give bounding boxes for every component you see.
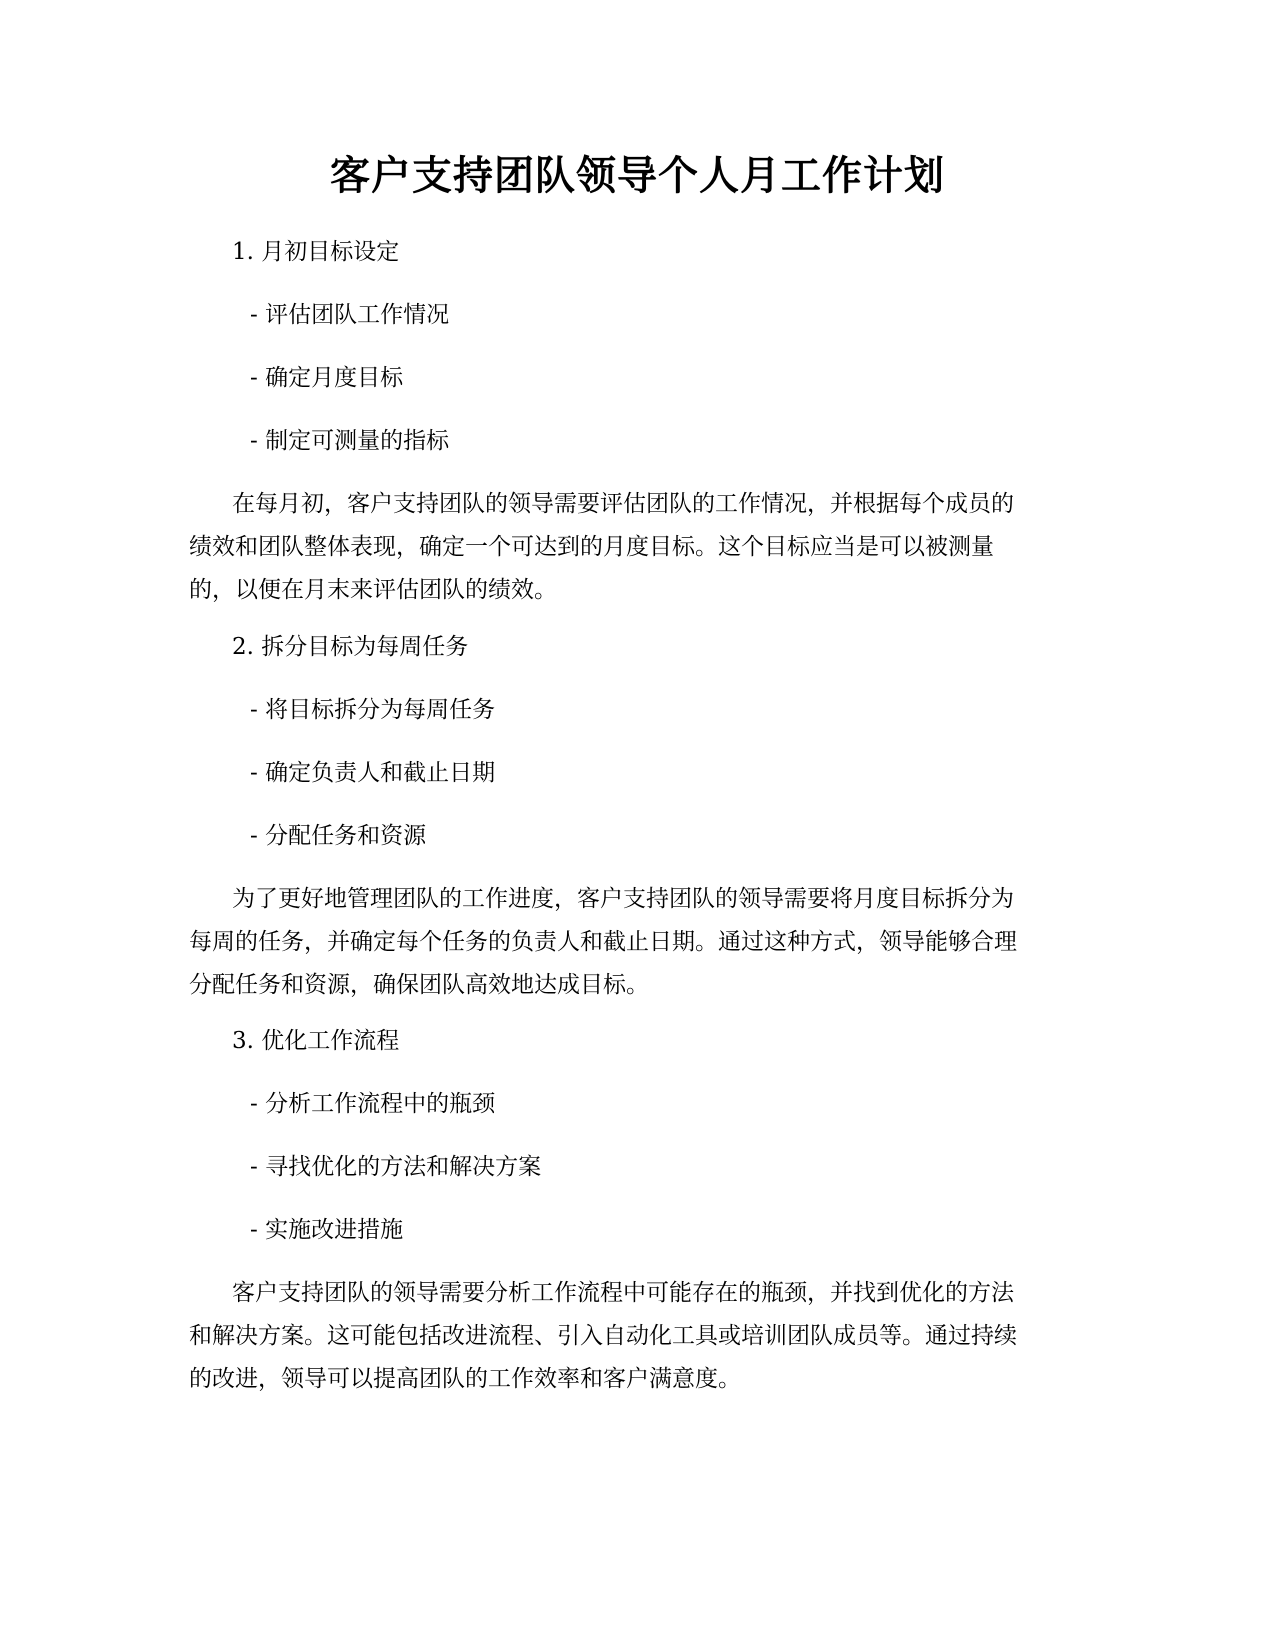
bullet-item: - 评估团队工作情况 [250,302,450,328]
bullet-item: - 制定可测量的指标 [250,428,450,454]
bullet-item: - 将目标拆分为每周任务 [250,697,496,723]
section-paragraph [189,483,1089,612]
paragraph-line: 每周的任务，并确定每个任务的负责人和截止日期。通过这种方式，领导能够合理 [189,929,1017,955]
paragraph-line: 分配任务和资源，确保团队高效地达成目标。 [189,972,649,998]
paragraph-line: 为了更好地管理团队的工作进度，客户支持团队的领导需要将月度目标拆分为 [232,886,1014,912]
document-title: 客户支持团队领导个人月工作计划 [330,153,945,199]
section-paragraph [189,878,1089,1007]
bullet-item: - 确定负责人和截止日期 [250,760,496,786]
paragraph-line: 客户支持团队的领导需要分析工作流程中可能存在的瓶颈，并找到优化的方法 [232,1280,1014,1306]
section-heading: 2. 拆分目标为每周任务 [232,634,469,660]
paragraph-line: 在每月初，客户支持团队的领导需要评估团队的工作情况，并根据每个成员的 [232,491,1014,517]
bullet-item: - 分析工作流程中的瓶颈 [250,1091,496,1117]
paragraph-line: 的改进，领导可以提高团队的工作效率和客户满意度。 [189,1366,741,1392]
paragraph-line: 和解决方案。这可能包括改进流程、引入自动化工具或培训团队成员等。通过持续 [189,1323,1017,1349]
paragraph-line: 绩效和团队整体表现，确定一个可达到的月度目标。这个目标应当是可以被测量 [189,534,994,560]
bullet-item: - 实施改进措施 [250,1217,404,1243]
section-heading: 3. 优化工作流程 [232,1028,400,1054]
section-paragraph [189,1272,1089,1401]
section-heading: 1. 月初目标设定 [232,239,400,265]
bullet-item: - 确定月度目标 [250,365,404,391]
bullet-item: - 分配任务和资源 [250,823,427,849]
bullet-item: - 寻找优化的方法和解决方案 [250,1154,542,1180]
paragraph-line: 的，以便在月末来评估团队的绩效。 [189,577,557,603]
